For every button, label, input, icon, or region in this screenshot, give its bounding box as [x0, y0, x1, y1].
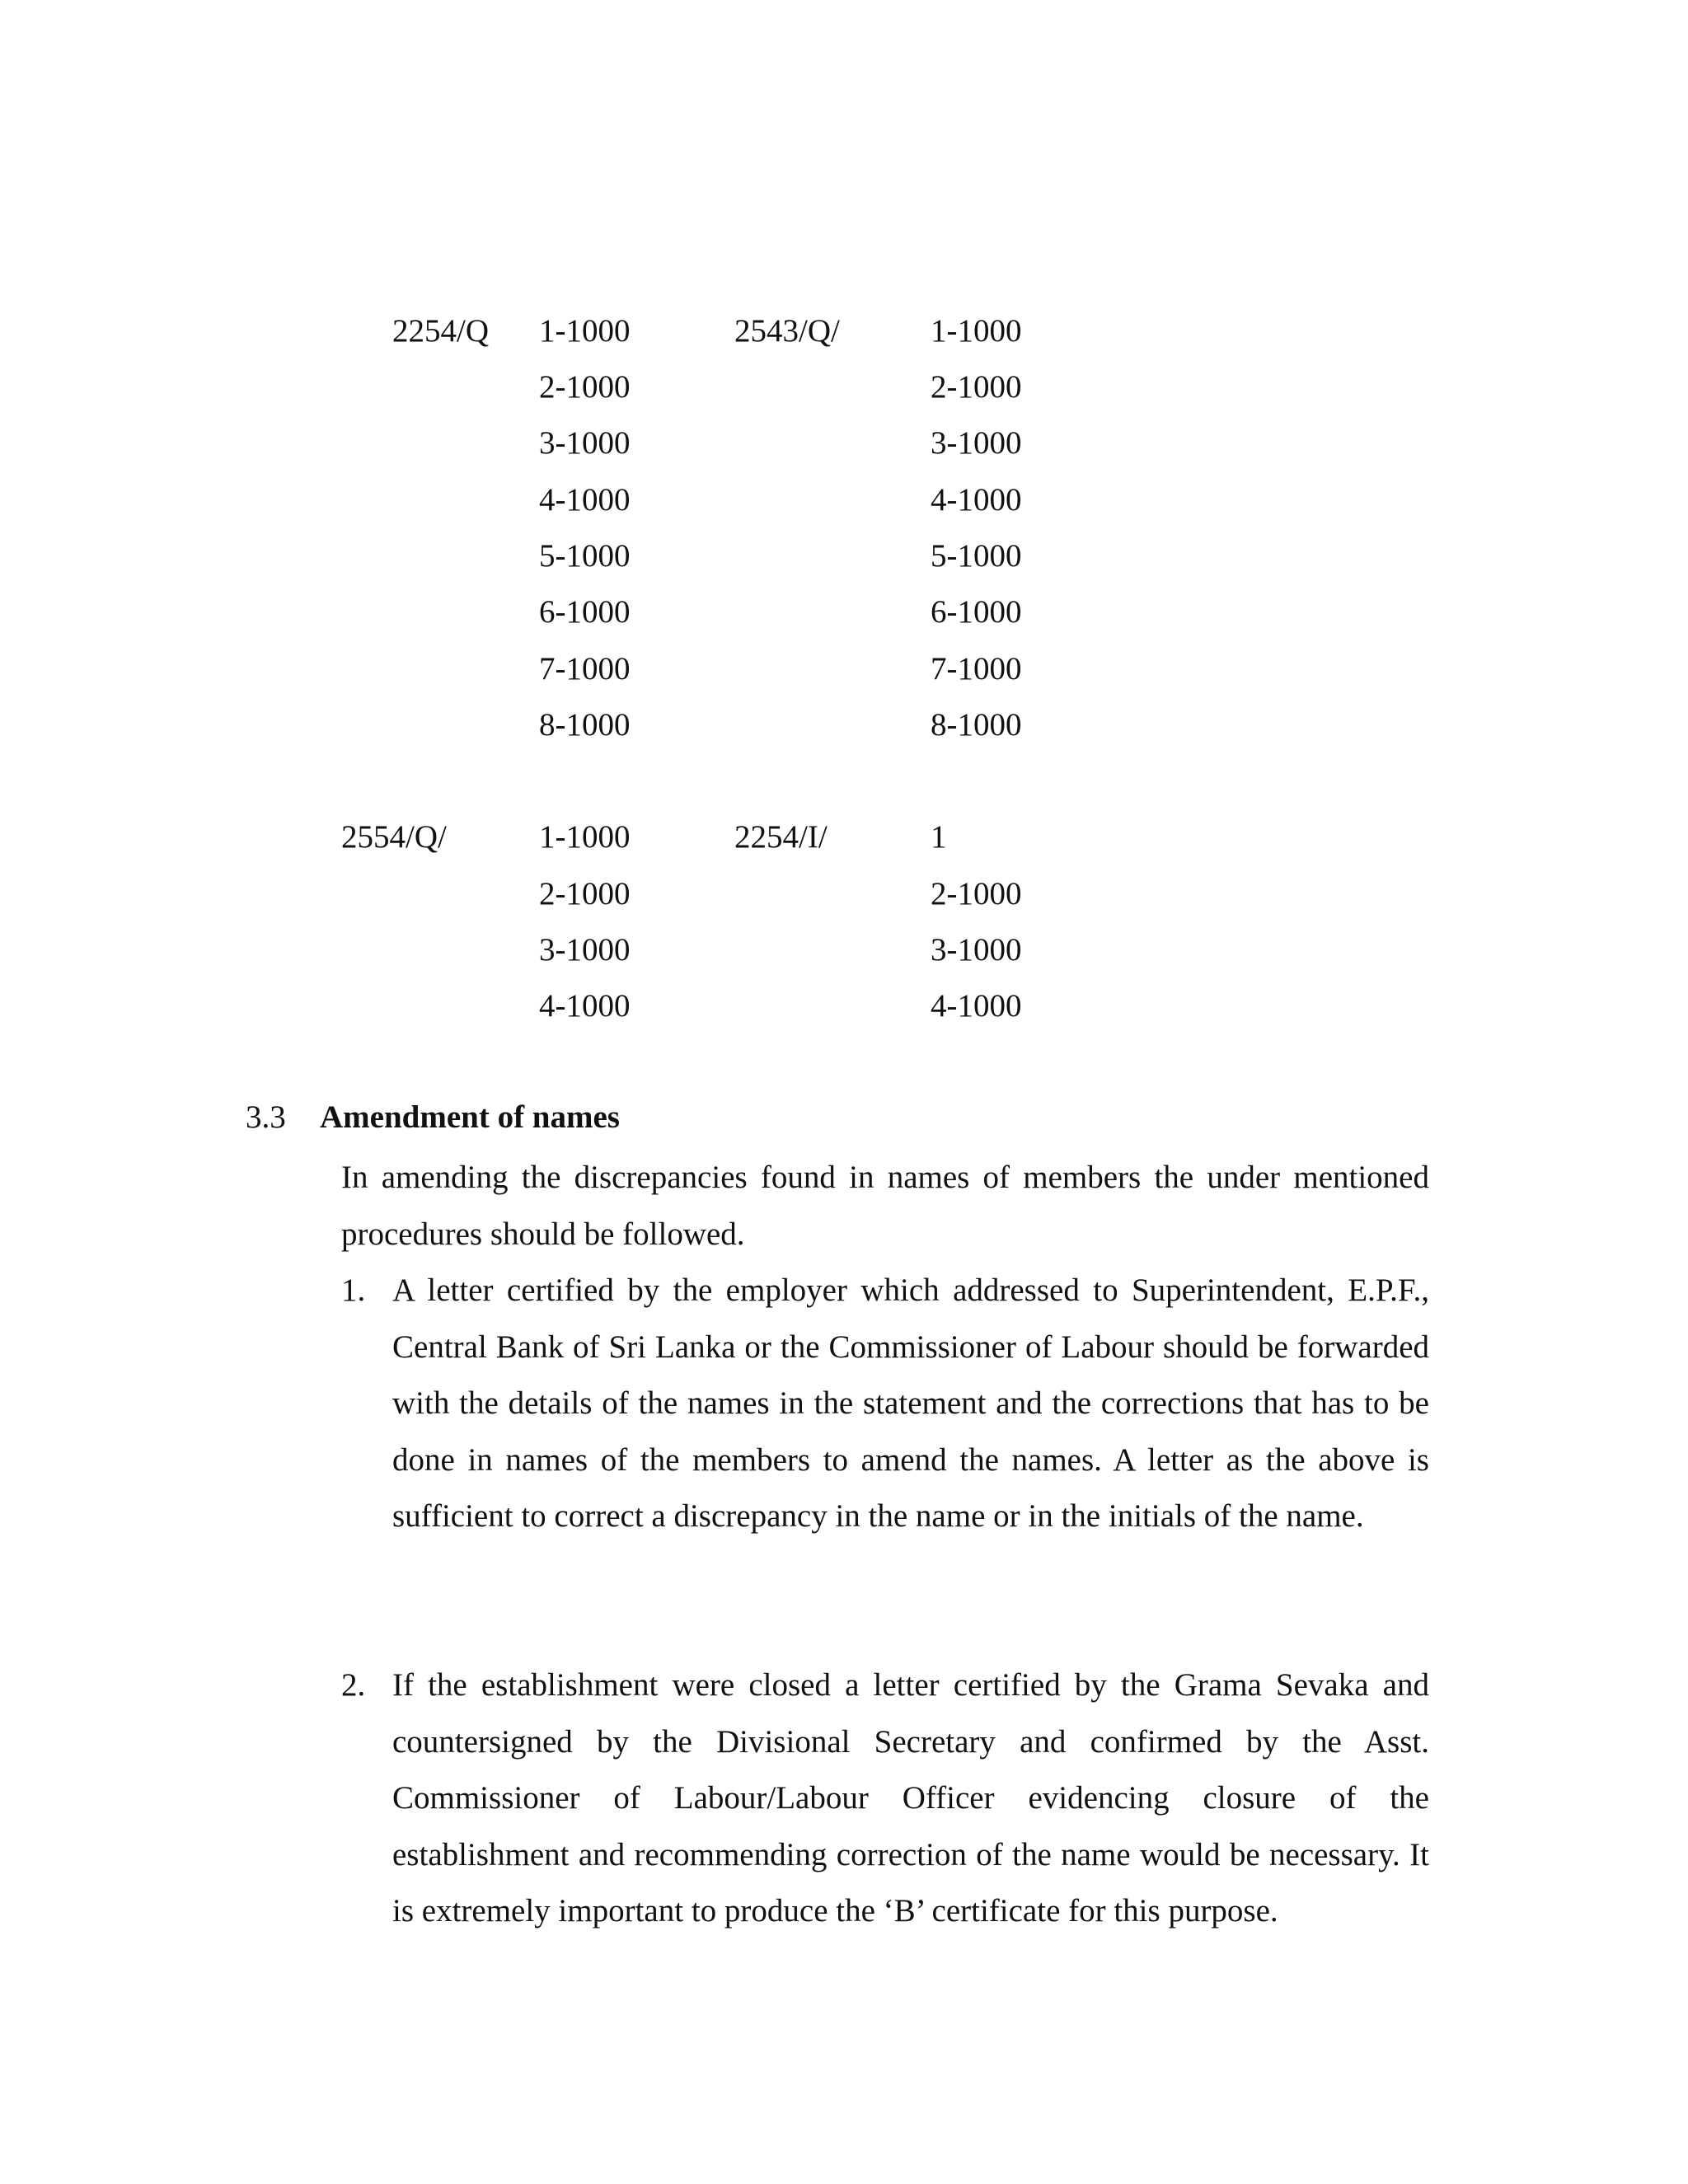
- value-cell: 7-1000: [931, 651, 1022, 687]
- value-cell: 2-1000: [931, 369, 1022, 405]
- section-title: Amendment of names: [320, 1099, 620, 1135]
- value-cell: 3-1000: [931, 932, 1022, 968]
- value-cell: 8-1000: [931, 707, 1022, 743]
- value-cell: 6-1000: [931, 594, 1022, 630]
- value-cell: 2-1000: [931, 876, 1022, 912]
- value-cell: 2-1000: [539, 369, 631, 405]
- list-item-number: 2.: [341, 1667, 366, 1703]
- list-item-number: 1.: [341, 1272, 366, 1308]
- value-cell: 5-1000: [539, 538, 631, 574]
- section-intro: In amending the discrepancies found in names of members the under mentioned procedures should be followed.: [341, 1160, 1429, 1252]
- value-cell: 3-1000: [539, 425, 631, 461]
- value-cell: 4-1000: [931, 988, 1022, 1024]
- list-item-text: If the establishment were closed a letter certified by the Grama Sevaka and countersigned by the Divisional Secretary and confirmed by the Asst. Commissioner of Labour/Labour Officer evidencing closure of the establishment and recommending correction of the name would be necessary. It is extremely important to produce the ‘B’ certificate for this purpose.: [392, 1667, 1429, 1929]
- value-cell: 7-1000: [539, 651, 631, 687]
- value-cell: 4-1000: [539, 988, 631, 1024]
- value-cell: 3-1000: [539, 932, 631, 968]
- code-label: 2254/Q: [392, 313, 489, 349]
- value-cell: 4-1000: [931, 482, 1022, 518]
- value-cell: 3-1000: [931, 425, 1022, 461]
- section-number: 3.3: [246, 1099, 286, 1135]
- value-cell: 5-1000: [931, 538, 1022, 574]
- list-item-text: A letter certified by the employer which addressed to Superintendent, E.P.F., Central Bank of Sri Lanka or the Commissioner of Labour should be forwarded with the details of the names in the statement and the corrections that has to be done in names of the members to amend the names. A letter as the above is sufficient to correct a discrepancy in the name or in the initials of the name.: [392, 1272, 1429, 1534]
- value-cell: 8-1000: [539, 707, 631, 743]
- value-cell: 6-1000: [539, 594, 631, 630]
- value-cell: 1: [931, 819, 947, 855]
- value-cell: 1-1000: [931, 313, 1022, 349]
- value-cell: 4-1000: [539, 482, 631, 518]
- code-label: 2543/Q/: [734, 313, 840, 349]
- value-cell: 1-1000: [539, 819, 631, 855]
- value-cell: 2-1000: [539, 876, 631, 912]
- value-cell: 1-1000: [539, 313, 631, 349]
- code-label: 2554/Q/: [341, 819, 447, 855]
- code-label: 2254/I/: [734, 819, 828, 855]
